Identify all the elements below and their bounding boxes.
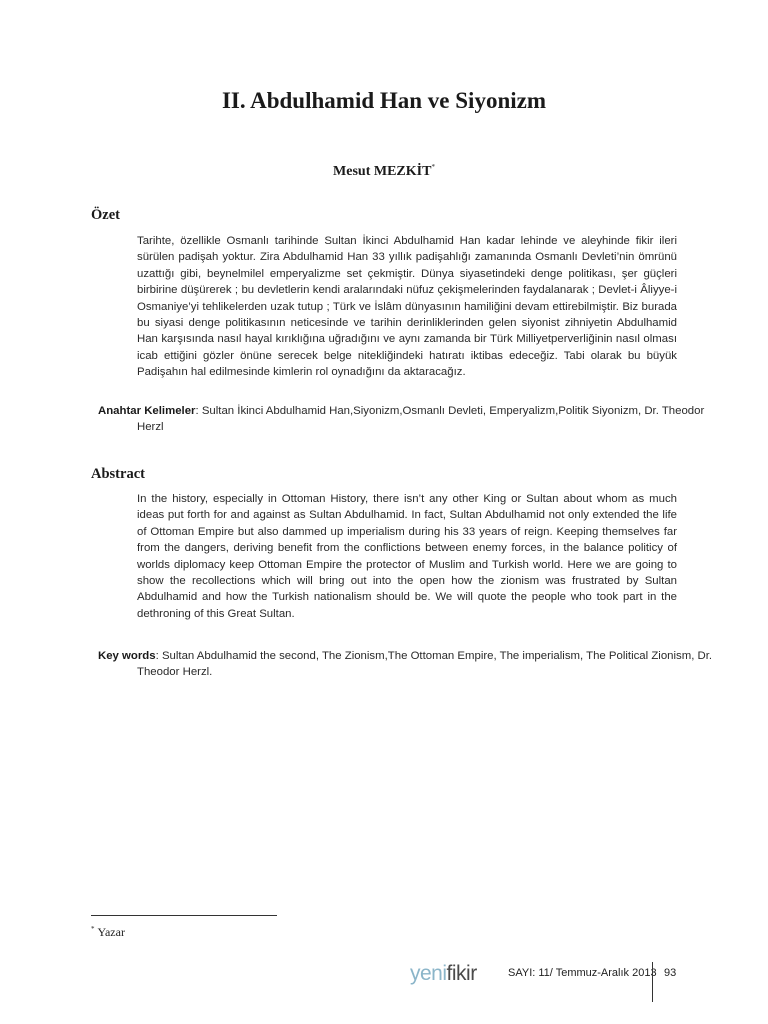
anahtar-kelimeler-label: Anahtar Kelimeler xyxy=(98,405,196,417)
key-words-text: : Sultan Abdulhamid the second, The Zionism,The Ottoman Empire, The imperialism, The Political Zionism, Dr. Theodor Herzl. xyxy=(137,650,713,679)
journal-logo xyxy=(410,962,477,986)
author-footnote-mark: * xyxy=(431,163,435,171)
footnote xyxy=(91,925,125,940)
anahtar-kelimeler-text: : Sultan İkinci Abdulhamid Han,Siyonizm,Osmanlı Devleti, Emperyalizm,Politik Siyonizm, Dr. Theodor Herzl xyxy=(137,405,705,434)
page-number: 93 xyxy=(664,967,677,979)
author-line xyxy=(0,163,768,180)
footnote-divider xyxy=(91,915,277,916)
journal-logo-part1: yeni xyxy=(410,962,447,985)
footer-separator xyxy=(652,962,653,1002)
author-name: Mesut MEZKİT xyxy=(333,164,432,179)
footnote-mark: * xyxy=(91,925,95,933)
issue-info: SAYI: 11/ Temmuz-Aralık 2013 xyxy=(508,967,657,979)
footnote-text: Yazar xyxy=(97,925,125,939)
abstract-paragraph: In the history, especially in Ottoman History, there isn’t any other King or Sultan about whom as much ideas put forth for and against as Sultan Abdulhamid. In fact, Sultan Abdulhamid not only extended the life of Ottoman Empire but also dammed up imperialism during his 33 years of reign. Keeping themselves far from the dangers, deriving benefit from the conflictions between enemy forces, in the balance politicy of worlds diplomacy keep Ottoman Empire the protector of Muslim and Turkish world. Here we are going to show the recollections which will bring out into the open how the zionism was frustrated by Sultan Abdulhamid and how the Turkish nationalism should be. We will quote the people who took part in the dethroning of this Great Sultan. xyxy=(137,493,677,620)
key-words-label: Key words xyxy=(98,650,156,662)
anahtar-kelimeler xyxy=(98,403,717,436)
journal-logo-part2: fikir xyxy=(446,962,477,985)
key-words xyxy=(98,648,717,681)
abstract-heading: Abstract xyxy=(91,466,145,482)
ozet-heading: Özet xyxy=(91,207,120,223)
paper-title: II. Abdulhamid Han ve Siyonizm xyxy=(221,88,546,113)
ozet-paragraph: Tarihte, özellikle Osmanlı tarihinde Sultan İkinci Abdulhamid Han kadar lehinde ve aleyhinde fikir ileri sürülen padişah yoktur. Zira Abdulhamid Han 33 yıllık padişahlığı zamanında Osmanlı Devleti’nin ömrünü uzattığı gibi, beynelmilel emperyalizme set çekmiştir. Dünya siyasetindeki denge politikası, şer güçleri birbirine düşürerek ; bu devletlerin kendi aralarındaki nüfuz çekişmelerinden faydalanarak ; Devlet-i Âliyye-i Osmaniye’yi tehlikelerden uzak tutup ; Türk ve İslâm dünyasının hamiliğini devam ettirebilmiştir. Biz burada bu siyasi denge politikasının neticesinde ve tarihin derinliklerinden gelen siyonist zihniyetin Abdulhamid Han karşısında nasıl hayal kırıklığına uğradığını ve aynı zamanda bir Türk Milliyetperverliğinin nasıl olması icab ettiğini gözler önüne serecek belge nitekliğindeki hatıratı iktibas edeceğiz. Tabi olarak bu büyük Padişahın hal edilmesinde kimlerin rol oynadığını da aktaracağız. xyxy=(137,235,677,379)
